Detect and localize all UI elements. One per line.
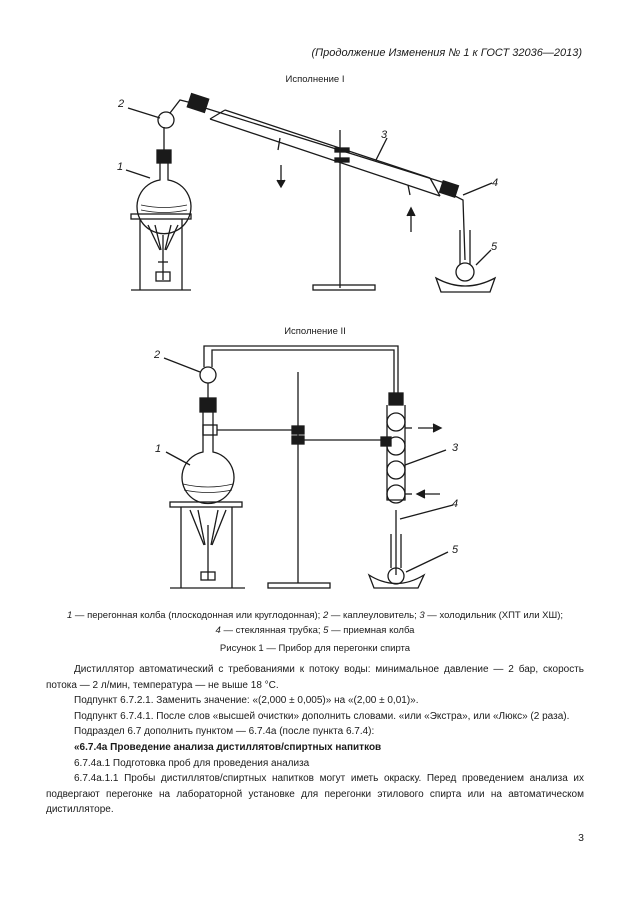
condenser-stopper [187,94,208,113]
legend-number: 1 [67,610,73,621]
callout-4-v2: 4 [452,498,459,510]
distillation-apparatus-variant-2 [0,338,630,600]
stand-base-2 [268,583,330,588]
legend-number: 3 [419,610,425,621]
callout-1-v2: 1 [155,443,162,455]
figure-caption: Рисунок 1 — Прибор для перегонки спирта [219,643,411,654]
legend-number: 2 [322,610,329,621]
distillation-apparatus-variant-1 [0,84,630,304]
callout-5-v1: 5 [491,241,498,253]
callout-1-v1: 1 [117,161,124,173]
paragraph: 6.7.4а.1.1 Пробы дистиллятов/спиртных напитков могут иметь окраску. Перед проведением анализа их подвергают перегонке на лабораторной установке для перегонки этилового спирта или на автоматическом дистилляторе. [46,773,584,816]
legend-text: — стеклянная трубка; [220,625,324,636]
figure-variant-2-title: Исполнение II [284,326,346,337]
flask-stopper [157,150,171,163]
legend-text: — перегонная колба (плоскодонная или круглодонная); [72,610,323,621]
legend-text: — холодильник (ХПТ или ХШ); [424,610,563,621]
section-heading: «6.7.4а Проведение анализа дистиллятов/спиртных напитков [74,741,382,753]
legend-line-1 [20,608,610,623]
callout-3-v2: 3 [452,442,459,454]
paragraph: Подпункт 6.7.2.1. Заменить значение: «(2,000 ± 0,005)» на «(2,00 ± 0,01)». [74,695,419,707]
flask-2 [182,412,234,504]
ice-bath-2 [369,575,424,588]
ice-bath-1 [436,278,495,292]
callout-2-v2: 2 [154,349,161,361]
paragraph: 6.7.4а.1 Подготовка проб для проведения анализа [74,757,310,769]
legend-number: 4 [215,625,221,636]
legend-line-2 [20,623,610,638]
legend-number: 5 [323,625,329,636]
callout-4-v1: 4 [492,177,499,189]
callout-3-v1: 3 [381,129,388,141]
flask-1 [137,163,191,234]
callout-5-v2: 5 [452,544,459,556]
callout-2-v1: 2 [118,98,125,110]
figure-variant-1-title: Исполнение I [285,74,345,85]
table-top-2 [170,502,242,507]
page-number: 3 [578,832,584,844]
drop-trap-bulb-2 [200,367,216,383]
paragraph: Подпункт 6.7.4.1. После слов «высшей очистки» дополнить словами. «или «Экстра», или «Люкс» (2 раза). [74,710,570,722]
receiver-flask-1 [456,263,474,281]
figure-legend [20,608,610,638]
paragraph: Дистиллятор автоматический с требованиями к потоку воды: минимальное давление — 2 бар, скорость потока — 2 л/мин, температура — не выше 18 °C. [46,664,584,691]
legend-text: — каплеуловитель; [328,610,420,621]
stand-base [313,285,375,290]
legend-text: — приемная колба [328,625,415,636]
drop-trap-bulb [158,112,174,128]
paragraph: Подраздел 6.7 дополнить пунктом — 6.7.4а (после пункта 6.7.4): [74,726,375,738]
document-body [46,662,584,818]
document-header: (Продолжение Изменения № 1 к ГОСТ 32036—2013) [311,47,582,59]
